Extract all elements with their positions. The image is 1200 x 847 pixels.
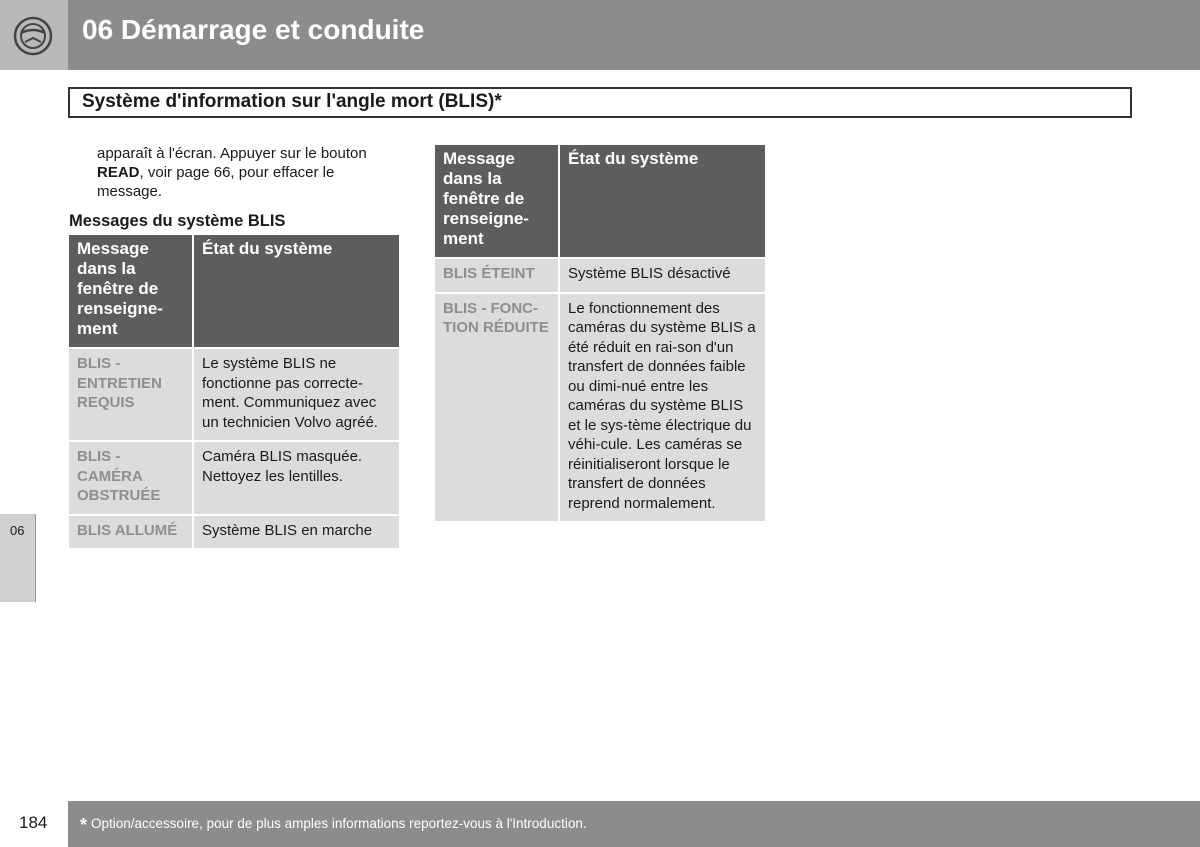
message-cell: BLIS - CAMÉRA OBSTRUÉE [69,442,192,514]
section-title: Système d'information sur l'angle mort (BLIS)* [82,91,502,112]
chapter-icon-box [0,0,68,70]
message-cell: BLIS - FONC-TION RÉDUITE [435,294,558,522]
read-button-label: READ [97,164,140,181]
message-cell: BLIS ALLUMÉ [69,516,192,549]
chapter-title: 06 Démarrage et conduite [82,14,425,45]
blis-messages-table-right [433,143,767,523]
header-status: État du système [194,235,399,347]
table-header-row [435,145,765,257]
status-cell: Le système BLIS ne fonctionne pas correcte-ment. Communiquez avec un technicien Volvo agréé. [194,349,399,440]
header-message: Message dans la fenêtre de renseigne-ment [435,145,558,257]
table-header-row [69,235,399,347]
intro-text-before: apparaît à l'écran. Appuyer sur le bouton [97,145,367,162]
status-cell: Le fonctionnement des caméras du système BLIS a été réduit en rai-son d'un transfert de données faible ou dimi-nué entre les caméras du système BLIS et le sys-tème électrique du véhi-cule. Les caméras se réinitialiseront lorsque le transfert de données reprend normalement. [560,294,765,522]
chapter-tab-label: 06 [10,523,25,538]
header-message: Message dans la fenêtre de renseigne-ment [69,235,192,347]
footnote [80,815,587,836]
table-row [69,349,399,440]
page-number: 184 [19,813,48,832]
table-row [435,259,765,292]
blis-messages-table-left [67,233,401,550]
message-cell: BLIS - ENTRETIEN REQUIS [69,349,192,440]
section-title-box [68,87,1132,118]
chapter-side-tab [0,514,36,602]
status-cell: Système BLIS désactivé [560,259,765,292]
intro-text-after: , voir page 66, pour effacer le message. [97,164,335,200]
table-row [69,442,399,514]
messages-subheading: Messages du système BLIS [69,212,286,230]
table-row [69,516,399,549]
intro-paragraph [97,144,397,201]
message-cell: BLIS ÉTEINT [435,259,558,292]
table-row [435,294,765,522]
status-cell: Caméra BLIS masquée. Nettoyez les lentilles. [194,442,399,514]
footnote-star: * [80,815,88,835]
status-cell: Système BLIS en marche [194,516,399,549]
header-status: État du système [560,145,765,257]
steering-wheel-icon [13,16,53,56]
footnote-text: Option/accessoire, pour de plus amples informations reportez-vous à l'Introduction. [91,816,587,831]
